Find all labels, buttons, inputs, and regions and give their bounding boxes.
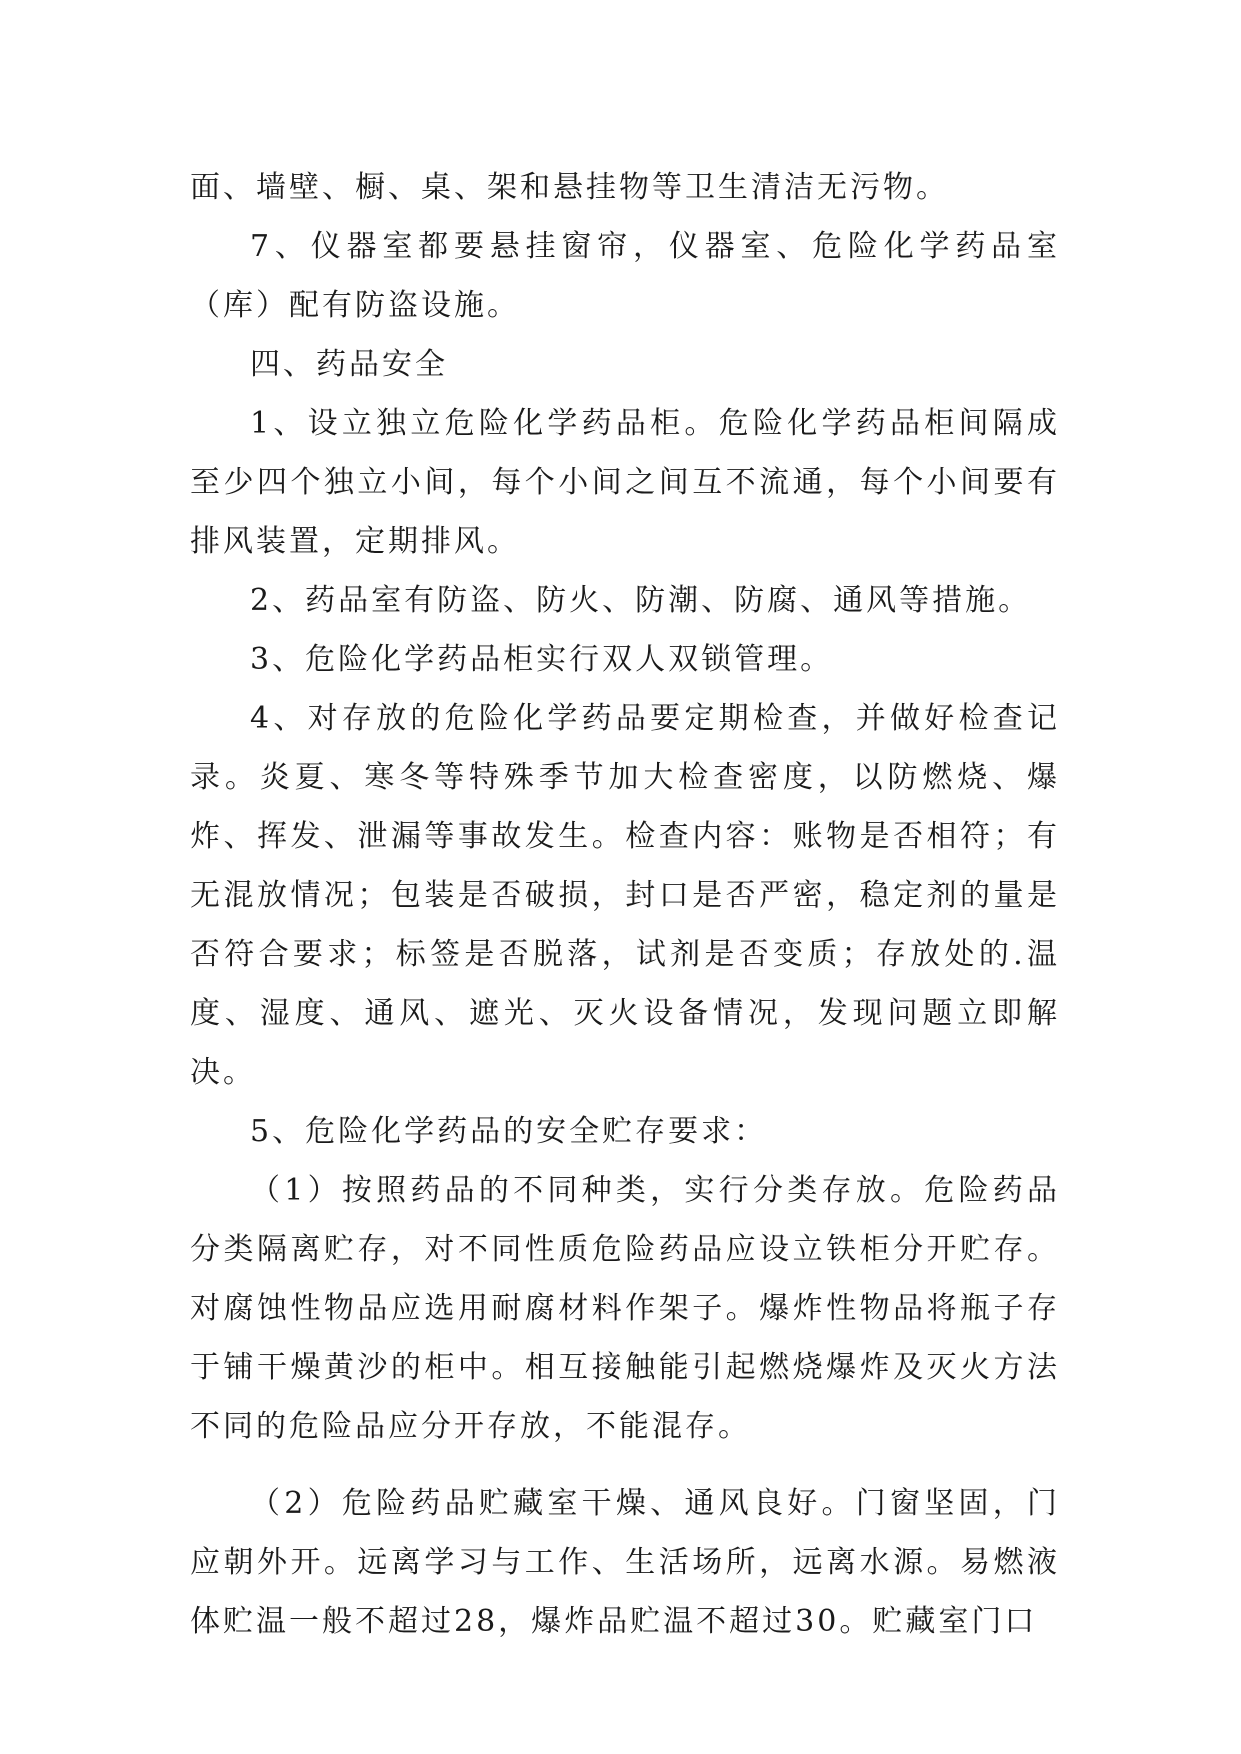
section-heading-drug-safety: 四、药品安全 bbox=[250, 347, 448, 382]
paragraph-item-5: 5、危险化学药品的安全贮存要求： bbox=[250, 1114, 768, 1149]
paragraph-item-1: 1、设立独立危险化学药品柜。危险化学药品柜间隔成至少四个独立小间，每个小间之间互不流通，每个小间要有排风装置，定期排风。 bbox=[190, 406, 1060, 559]
paragraph-item-7: 7、仪器室都要悬挂窗帘，仪器室、危险化学药品室（库）配有防盗设施。 bbox=[190, 229, 1060, 323]
document-body bbox=[190, 158, 1060, 1651]
paragraph-item-3: 3、危险化学药品柜实行双人双锁管理。 bbox=[250, 642, 834, 677]
paragraph-item-2: 2、药品室有防盗、防火、防潮、防腐、通风等措施。 bbox=[250, 583, 1032, 618]
paragraph-subitem-1: （1）按照药品的不同种类，实行分类存放。危险药品分类隔离贮存，对不同性质危险药品应设立铁柜分开贮存。对腐蚀性物品应选用耐腐材料作架子。爆炸性物品将瓶子存于铺干燥黄沙的柜中。相互接触能引起燃烧爆炸及灭火方法不同的危险品应分开存放，不能混存。 bbox=[190, 1173, 1060, 1444]
paragraph-continuation: 面、墙壁、橱、桌、架和悬挂物等卫生清洁无污物。 bbox=[190, 170, 949, 205]
paragraph-subitem-2: （2）危险药品贮藏室干燥、通风良好。门窗坚固，门应朝外开。远离学习与工作、生活场所，远离水源。易燃液体贮温一般不超过28，爆炸品贮温不超过30。贮藏室门口 bbox=[190, 1486, 1060, 1639]
paragraph-item-4: 4、对存放的危险化学药品要定期检查，并做好检查记录。炎夏、寒冬等特殊季节加大检查密度，以防燃烧、爆炸、挥发、泄漏等事故发生。检查内容：账物是否相符；有无混放情况；包装是否破损，封口是否严密，稳定剂的量是否符合要求；标签是否脱落，试剂是否变质；存放处的.温度、湿度、通风、遮光、灭火设备情况，发现问题立即解决。 bbox=[190, 701, 1060, 1090]
